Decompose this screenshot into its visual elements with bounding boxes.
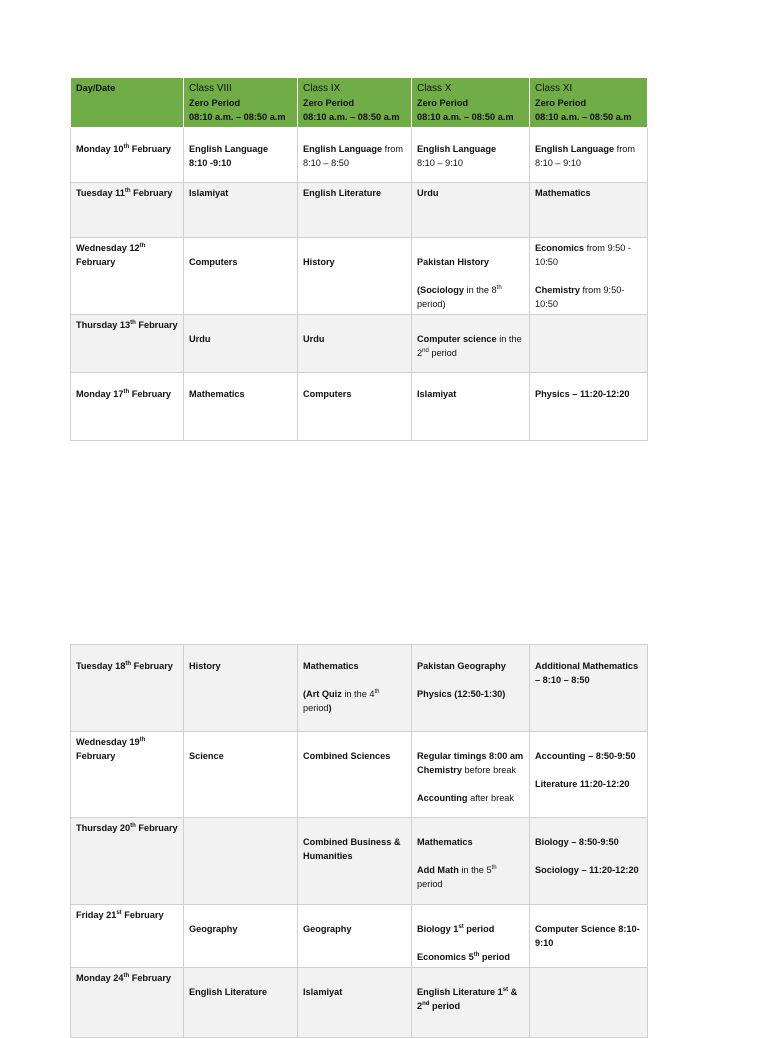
day-cell: Monday 17th February (71, 373, 184, 441)
header-day-date: Day/Date (71, 78, 184, 128)
day-cell: Tuesday 18th February (71, 645, 184, 732)
class-x-cell: Islamiyat (412, 373, 530, 441)
header-class-x: Class X Zero Period 08:10 a.m. – 08:50 a.m (412, 78, 530, 128)
class-x-cell: Pakistan History (Sociology in the 8th period) (412, 238, 530, 315)
class-viii-cell: Islamiyat (184, 183, 298, 238)
class-viii-cell: Mathematics (184, 373, 298, 441)
day-cell: Wednesday 19th February (71, 732, 184, 818)
class-ix-cell: English Language from 8:10 – 8:50 (298, 128, 412, 183)
class-ix-cell: Computers (298, 373, 412, 441)
day-cell: Monday 10th February (71, 128, 184, 183)
table-row (71, 818, 648, 905)
class-ix-cell: Islamiyat (298, 968, 412, 1038)
table-row (71, 905, 648, 968)
day-cell: Tuesday 11th February (71, 183, 184, 238)
class-xi-cell: English Language from 8:10 – 9:10 (530, 128, 648, 183)
class-ix-cell: Combined Sciences (298, 732, 412, 818)
exam-schedule-table-2 (70, 644, 648, 1038)
class-x-cell: Computer science in the 2nd period (412, 315, 530, 373)
class-x-cell: Regular timings 8:00 am Chemistry before break Accounting after break (412, 732, 530, 818)
header-class-viii: Class VIII Zero Period 08:10 a.m. – 08:50 a.m (184, 78, 298, 128)
class-viii-cell: Urdu (184, 315, 298, 373)
class-viii-cell: English Language 8:10 -9:10 (184, 128, 298, 183)
table-row (71, 732, 648, 818)
class-xi-cell: Computer Science 8:10-9:10 (530, 905, 648, 968)
class-ix-cell: Combined Business & Humanities (298, 818, 412, 905)
table-row (71, 183, 648, 238)
class-x-cell: Urdu (412, 183, 530, 238)
header-class-xi: Class XI Zero Period 08:10 a.m. – 08:50 a.m (530, 78, 648, 128)
header-row (71, 78, 648, 128)
day-cell: Monday 24th February (71, 968, 184, 1038)
class-viii-cell: English Literature (184, 968, 298, 1038)
class-xi-cell: Economics from 9:50 - 10:50 Chemistry from 9:50- 10:50 (530, 238, 648, 315)
table-row (71, 968, 648, 1038)
class-ix-cell: English Literature (298, 183, 412, 238)
table-row (71, 128, 648, 183)
class-xi-cell (530, 315, 648, 373)
class-x-cell: English Language 8:10 – 9:10 (412, 128, 530, 183)
day-cell: Thursday 13th February (71, 315, 184, 373)
class-xi-cell: Additional Mathematics – 8:10 – 8:50 (530, 645, 648, 732)
table-row (71, 645, 648, 732)
day-cell: Wednesday 12th February (71, 238, 184, 315)
class-xi-cell: Accounting – 8:50-9:50 Literature 11:20-12:20 (530, 732, 648, 818)
class-ix-cell: Urdu (298, 315, 412, 373)
table-row (71, 238, 648, 315)
day-cell: Friday 21st February (71, 905, 184, 968)
class-xi-cell: Mathematics (530, 183, 648, 238)
class-viii-cell: Computers (184, 238, 298, 315)
table-row (71, 315, 648, 373)
day-cell: Thursday 20th February (71, 818, 184, 905)
class-x-cell: Pakistan Geography Physics (12:50-1:30) (412, 645, 530, 732)
class-xi-cell: Physics – 11:20-12:20 (530, 373, 648, 441)
class-xi-cell: Biology – 8:50-9:50 Sociology – 11:20-12:20 (530, 818, 648, 905)
class-x-cell: Biology 1st period Economics 5th period (412, 905, 530, 968)
class-ix-cell: History (298, 238, 412, 315)
class-x-cell: Mathematics Add Math in the 5th period (412, 818, 530, 905)
class-ix-cell: Mathematics (Art Quiz in the 4th period) (298, 645, 412, 732)
class-viii-cell (184, 818, 298, 905)
exam-schedule-table-1 (70, 77, 648, 441)
table-row (71, 373, 648, 441)
class-viii-cell: Science (184, 732, 298, 818)
class-viii-cell: Geography (184, 905, 298, 968)
class-ix-cell: Geography (298, 905, 412, 968)
class-x-cell: English Literature 1st & 2nd period (412, 968, 530, 1038)
class-xi-cell (530, 968, 648, 1038)
header-class-ix: Class IX Zero Period 08:10 a.m. – 08:50 a.m (298, 78, 412, 128)
class-viii-cell: History (184, 645, 298, 732)
